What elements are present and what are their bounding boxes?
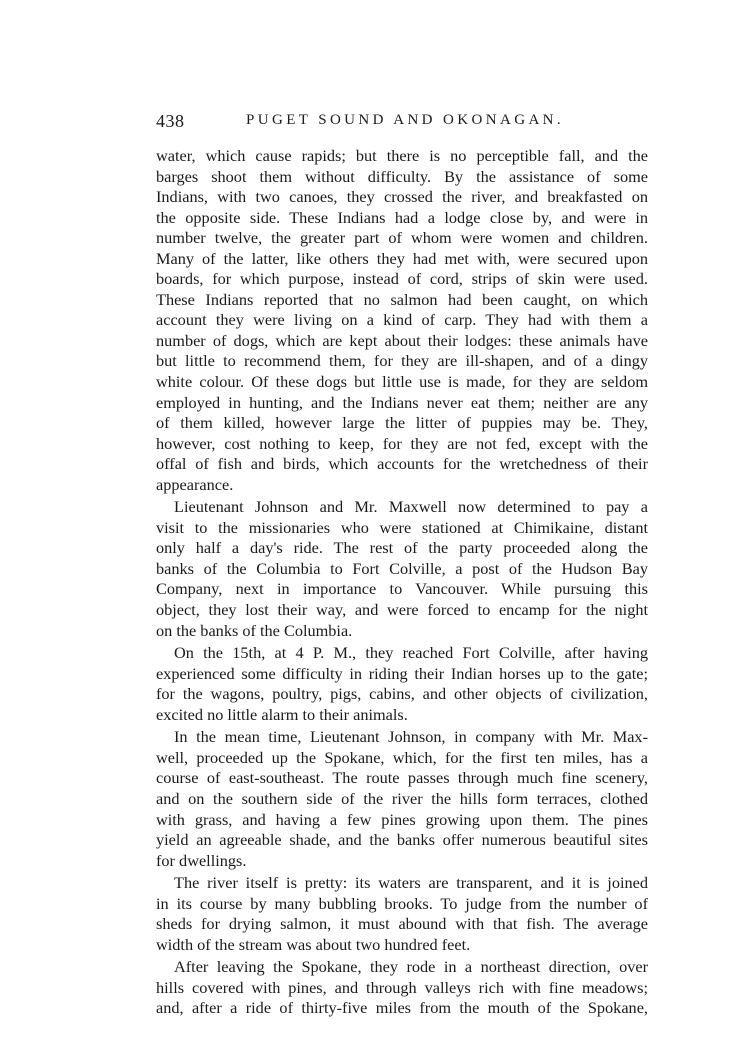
text-line: of them killed, however large the litter of puppies may be. They, — [156, 413, 648, 433]
paragraph — [156, 643, 648, 725]
body-text — [156, 146, 648, 1021]
text-line: width of the stream was about two hundred feet. — [156, 934, 471, 954]
text-line: experienced some difficulty in riding their Indian horses up to the gate; — [156, 663, 648, 683]
text-line: well, proceeded up the Spokane, which, for the first ten miles, has a — [156, 747, 648, 767]
page-number: 438 — [156, 111, 185, 131]
text-line: hills covered with pines, and through valleys rich with fine meadows; — [156, 977, 648, 997]
paragraph — [156, 727, 648, 871]
text-line: The river itself is pretty: its waters are transparent, and it is joined — [174, 873, 648, 893]
paragraph — [156, 957, 648, 1019]
text-line: Indians, with two canoes, they crossed the river, and breakfasted on — [156, 187, 648, 207]
text-line: yield an agreeable shade, and the banks offer numerous beautiful sites — [156, 830, 648, 850]
text-line: excited no little alarm to their animals. — [156, 704, 408, 724]
text-line: number of dogs, which are kept about their lodges: these animals have — [156, 330, 648, 350]
text-line: white colour. Of these dogs but little use is made, for they are seldom — [156, 372, 648, 392]
text-line: with grass, and having a few pines growing upon them. The pines — [156, 809, 648, 829]
text-line: sheds for drying salmon, it must abound with that fish. The average — [156, 914, 648, 934]
text-line: however, cost nothing to keep, for they are not fed, except with the — [156, 433, 648, 453]
text-line: on the banks of the Columbia. — [156, 620, 353, 640]
page-header — [156, 111, 650, 135]
text-line: These Indians reported that no salmon had been caught, on which — [156, 289, 648, 309]
text-line: boards, for which purpose, instead of cord, strips of skin were used. — [156, 269, 648, 289]
paragraph — [156, 146, 648, 495]
text-line: Company, next in importance to Vancouver. While pursuing this — [156, 579, 648, 599]
text-line: water, which cause rapids; but there is no perceptible fall, and the — [156, 146, 648, 165]
text-line: only half a day's ride. The rest of the party proceeded along the — [156, 538, 648, 558]
text-line: appearance. — [156, 474, 234, 494]
text-line: in its course by many bubbling brooks. To judge from the number of — [156, 893, 648, 913]
text-line: for the wagons, poultry, pigs, cabins, and other objects of civilization, — [156, 684, 648, 704]
running-head: PUGET SOUND AND OKONAGAN. — [246, 112, 565, 128]
text-line: employed in hunting, and the Indians never eat them; neither are any — [156, 392, 648, 412]
text-line: number twelve, the greater part of whom were women and children. — [156, 228, 648, 248]
text-line: In the mean time, Lieutenant Johnson, in company with Mr. Max- — [174, 727, 648, 747]
text-line: course of east-southeast. The route passes through much fine scenery, — [156, 768, 648, 788]
text-line: banks of the Columbia to Fort Colville, a post of the Hudson Bay — [156, 558, 648, 578]
text-line: for dwellings. — [156, 850, 247, 870]
text-line: the opposite side. These Indians had a lodge close by, and were in — [156, 207, 648, 227]
text-line: and, after a ride of thirty-five miles from the mouth of the Spokane, — [156, 998, 648, 1018]
text-line: Many of the latter, like others they had met with, were secured upon — [156, 248, 648, 268]
text-line: visit to the missionaries who were stationed at Chimikaine, distant — [156, 517, 648, 537]
text-line: Lieutenant Johnson and Mr. Maxwell now determined to pay a — [174, 497, 648, 517]
text-line: barges shoot them without difficulty. By the assistance of some — [156, 166, 648, 186]
paragraph — [156, 497, 648, 641]
text-line: and on the southern side of the river the hills form terraces, clothed — [156, 788, 648, 808]
text-line: account they were living on a kind of carp. They had with them a — [156, 310, 648, 330]
text-line: but little to recommend them, for they are ill-shapen, and of a dingy — [156, 351, 648, 371]
paragraph — [156, 873, 648, 955]
text-line: object, they lost their way, and were forced to encamp for the night — [156, 600, 648, 620]
text-line: After leaving the Spokane, they rode in a northeast direction, over — [174, 957, 648, 977]
text-line: On the 15th, at 4 P. M., they reached Fort Colville, after having — [174, 643, 648, 663]
text-line: offal of fish and birds, which accounts for the wretchedness of their — [156, 454, 648, 474]
